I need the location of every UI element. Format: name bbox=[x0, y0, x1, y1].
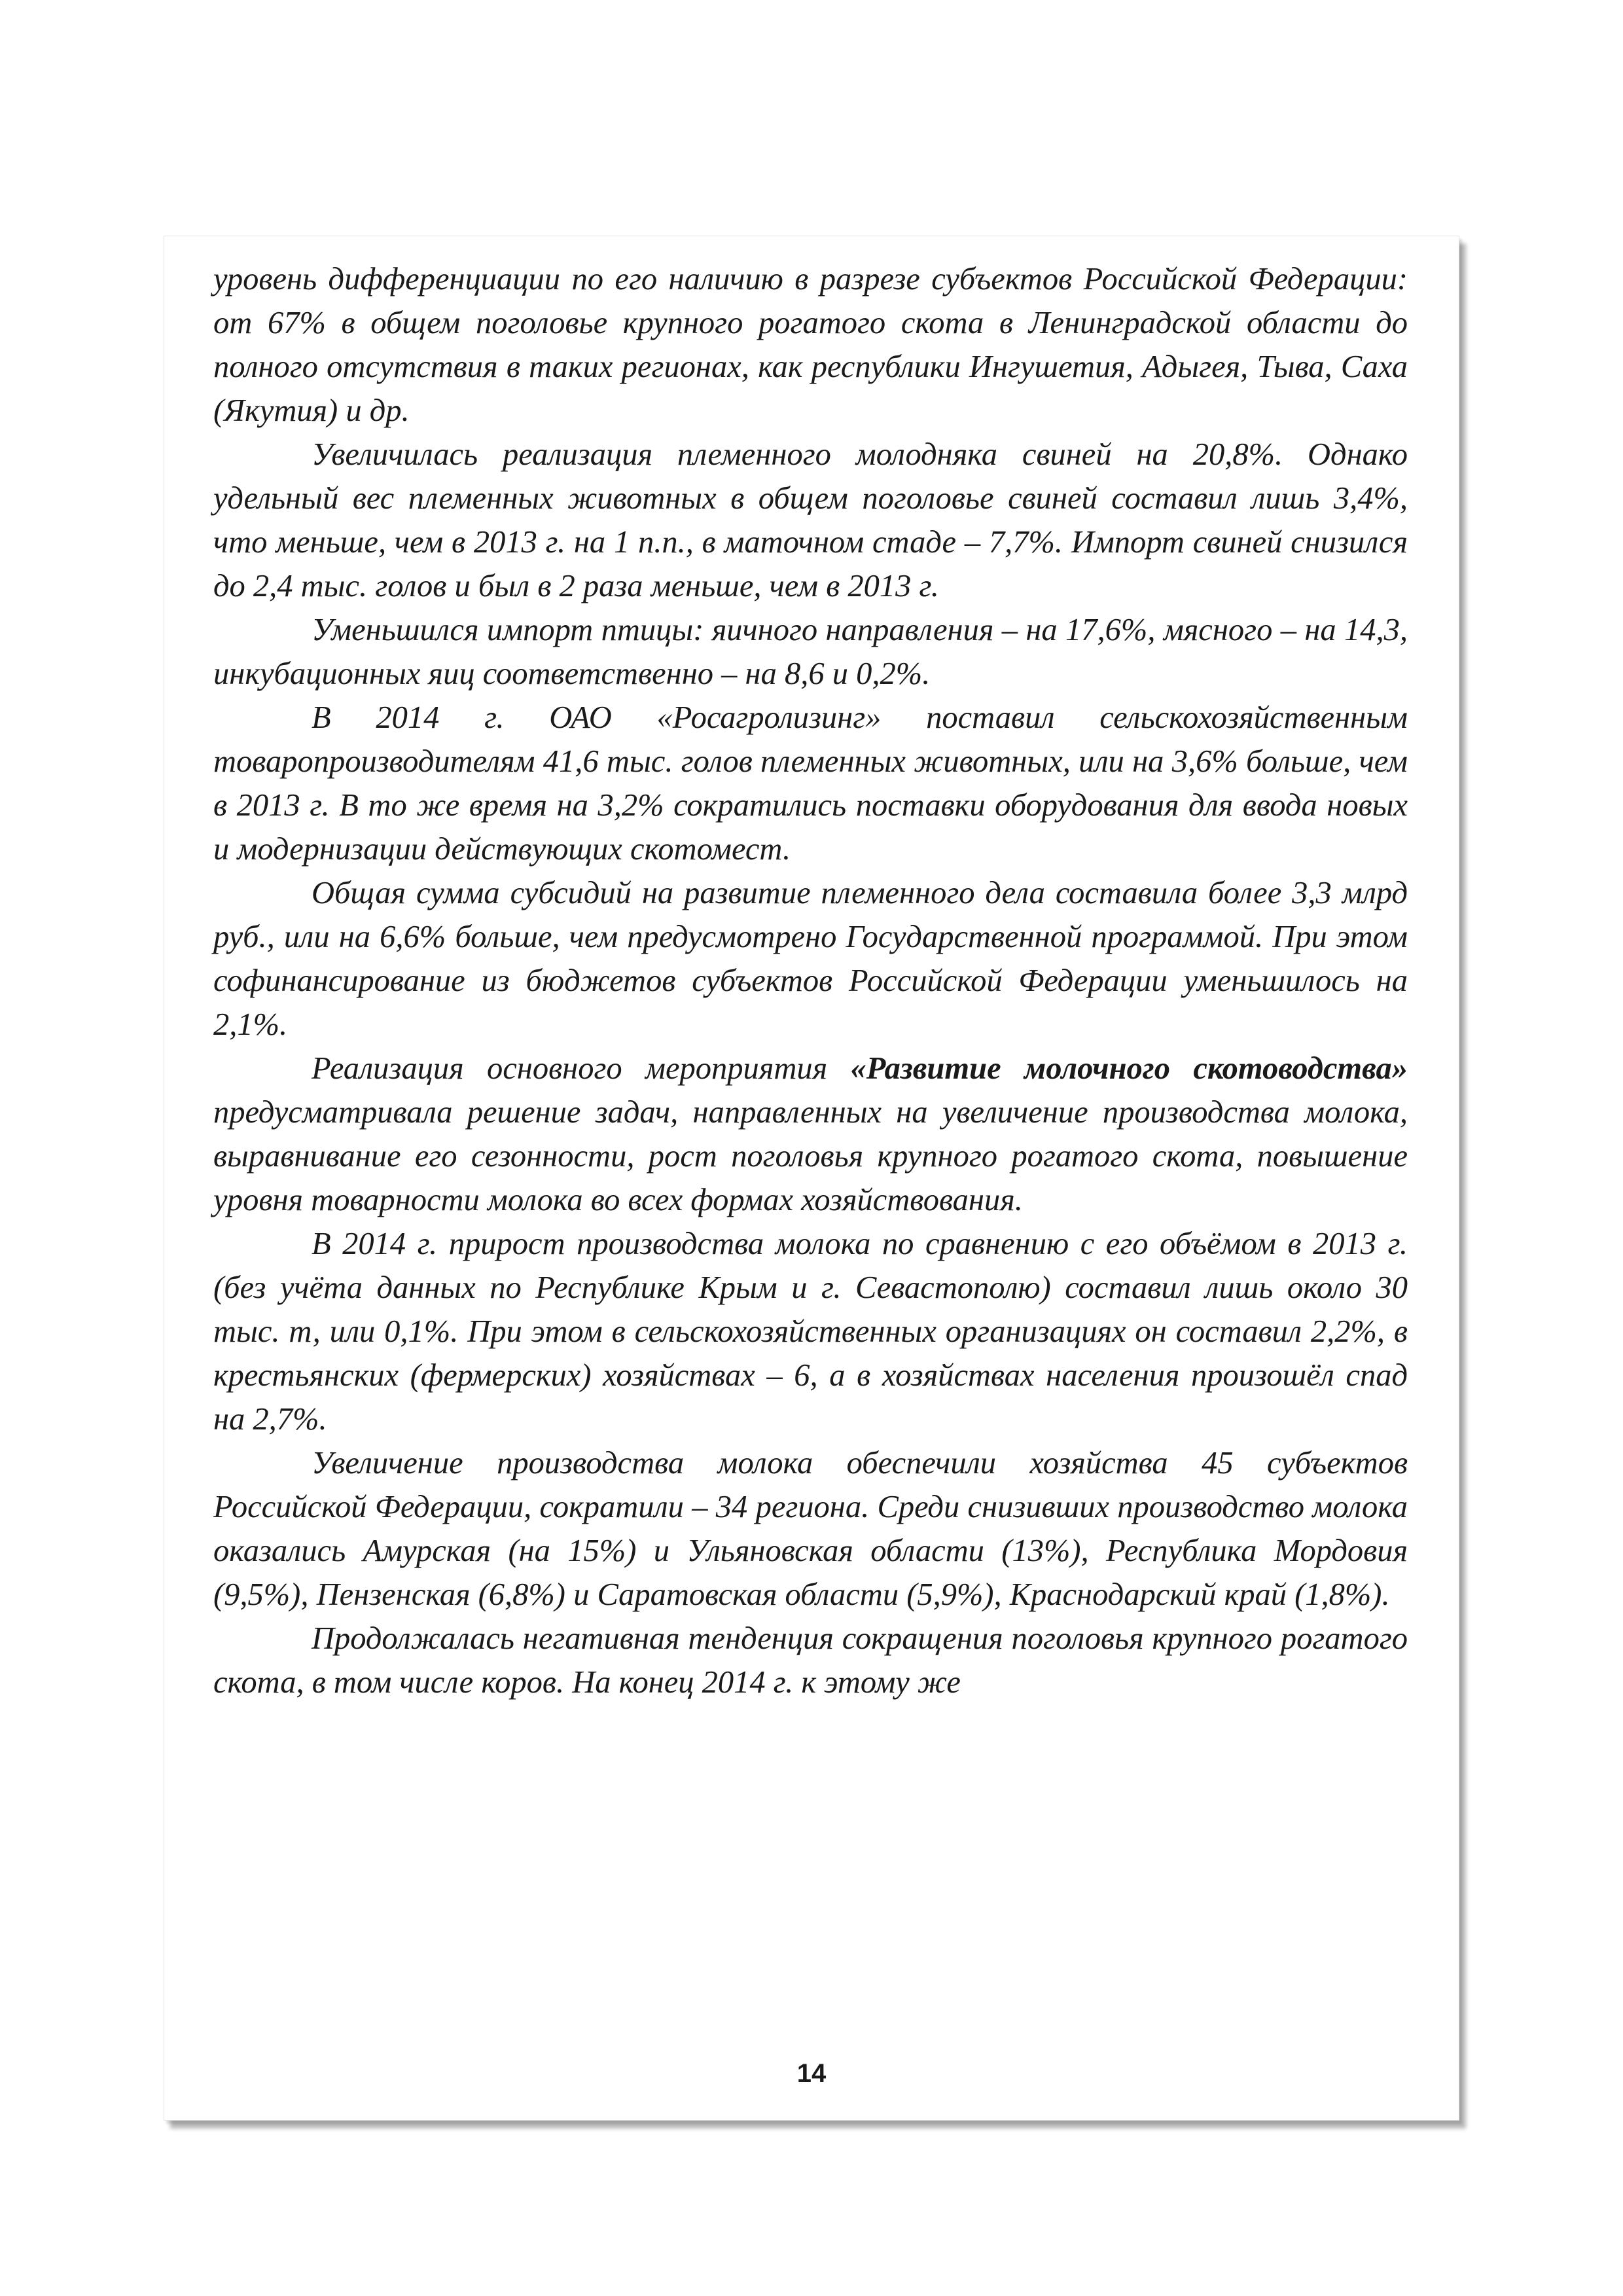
page-number: 14 bbox=[796, 2059, 827, 2088]
paragraph: Уменьшился импорт птицы: яичного направления – на 17,6%, мясного – на 14,3, инкубационных яиц соответственно – на 8,6 и 0,2%. bbox=[213, 613, 1408, 691]
bold-phrase: «Развитие молочного скотоводства» bbox=[850, 1051, 1408, 1086]
paragraph: уровень дифференциации по его наличию в разрезе субъектов Российской Федерации: от 67% в общем поголовье крупного рогатого скота в Ленинградской области до полного отсутствия в таких регионах, как республики Ингушетия, Адыгея, Тыва, Саха (Якутия) и др. bbox=[213, 262, 1408, 428]
body-text bbox=[213, 257, 1408, 1704]
paragraph: Продолжалась негативная тенденция сокращения поголовья крупного рогатого скота, в том числе коров. На конец 2014 г. к этому же bbox=[213, 1621, 1408, 1700]
paragraph-text: Реализация основного мероприятия bbox=[312, 1051, 851, 1086]
paragraph bbox=[213, 1047, 1408, 1222]
paragraph: В 2014 г. прирост производства молока по сравнению с его объёмом в 2013 г. (без учёта данных по Республике Крым и г. Севастополю) составил лишь около 30 тыс. т, или 0,1%. При этом в сельскохозяйственных организациях он составил 2,2%, в крестьянских (фермерских) хозяйствах – 6, а в хозяйствах населения произошёл спад на 2,7%. bbox=[213, 1227, 1408, 1437]
page bbox=[164, 236, 1459, 2121]
paragraph: Общая сумма субсидий на развитие племенного дела составила более 3,3 млрд руб., или на 6,6% больше, чем предусмотрено Государственной программой. При этом софинансирование из бюджетов субъектов Российской Федерации уменьшилось на 2,1%. bbox=[213, 876, 1408, 1042]
paragraph: В 2014 г. ОАО «Росагролизинг» поставил сельскохозяйственным товаропроизводителям 41,6 тыс. голов племенных животных, или на 3,6% больше, чем в 2013 г. В то же время на 3,2% сократились поставки оборудования для ввода новых и модернизации действующих скотомест. bbox=[213, 700, 1408, 867]
paragraph: Увеличение производства молока обеспечили хозяйства 45 субъектов Российской Федерации, сократили – 34 региона. Среди снизивших производство молока оказались Амурская (на 15%) и Ульяновская области (13%), Республика Мордовия (9,5%), Пензенская (6,8%) и Саратовская области (5,9%), Краснодарский край (1,8%). bbox=[213, 1446, 1408, 1612]
paragraph-text: предусматривала решение задач, направленных на увеличение производства молока, выравнивание его сезонности, рост поголовья крупного рогатого скота, повышение уровня товарности молока во всех формах хозяйствования. bbox=[213, 1095, 1408, 1217]
paragraph: Увеличилась реализация племенного молодняка свиней на 20,8%. Однако удельный вес племенных животных в общем поголовье свиней составил лишь 3,4%, что меньше, чем в 2013 г. на 1 п.п., в маточном стаде – 7,7%. Импорт свиней снизился до 2,4 тыс. голов и был в 2 раза меньше, чем в 2013 г. bbox=[213, 437, 1408, 603]
